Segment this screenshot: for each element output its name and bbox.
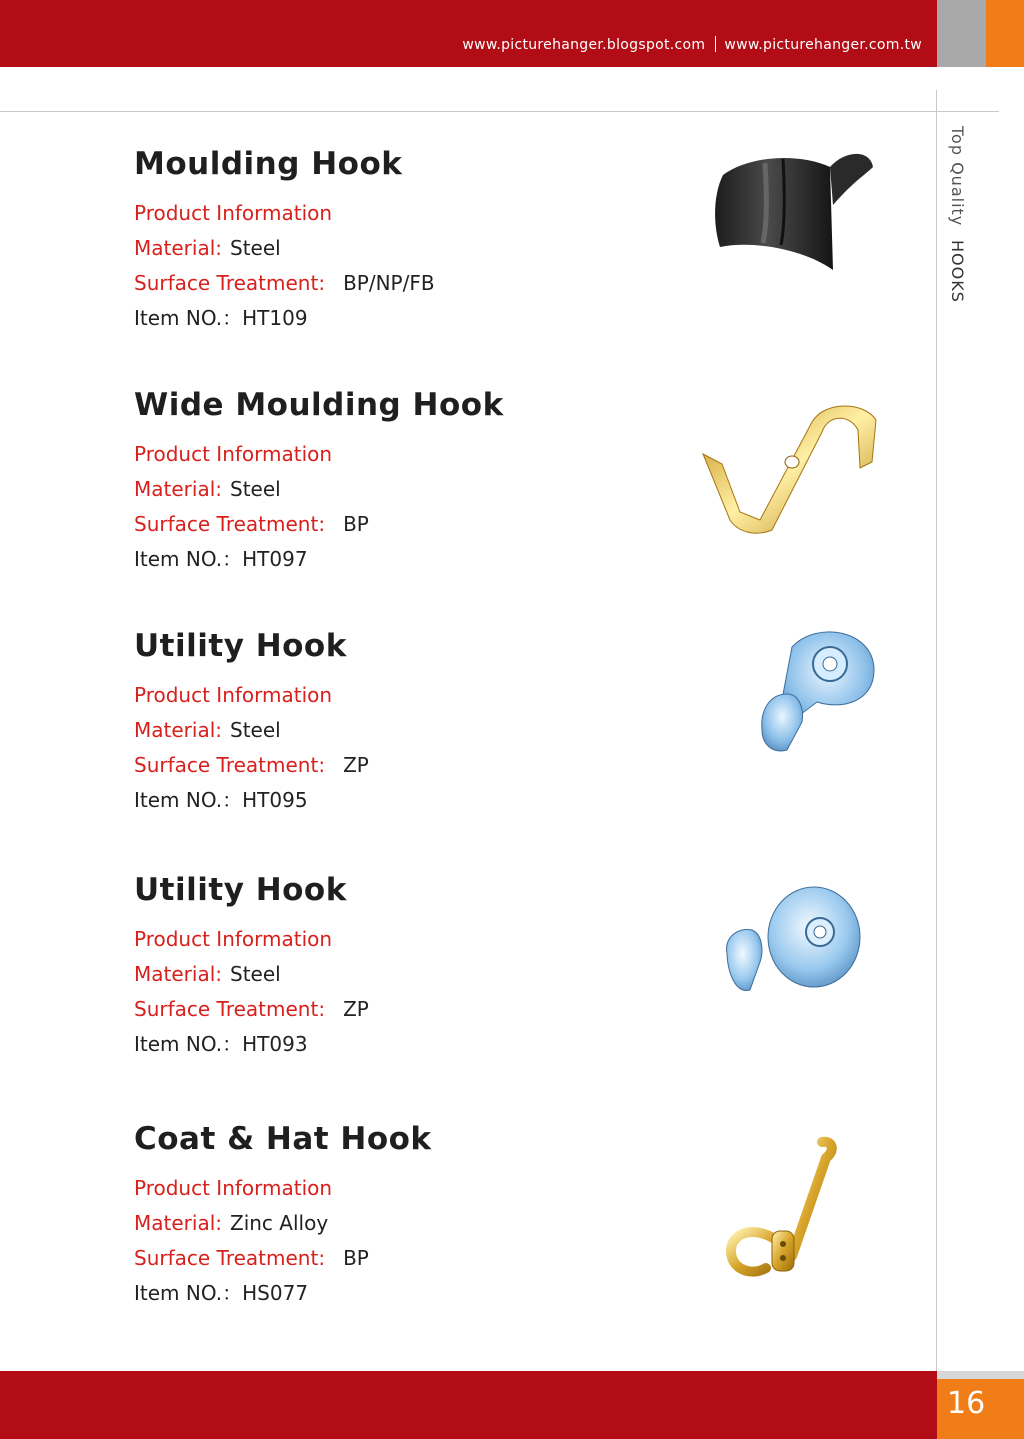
- website-link[interactable]: www.picturehanger.com.tw: [724, 37, 922, 53]
- product-info-label: Product Information: [134, 201, 333, 225]
- material-row: [134, 1206, 734, 1241]
- item-label: Item NO.：: [134, 547, 243, 571]
- item-value: HT097: [242, 547, 308, 571]
- header-gray-block: [937, 0, 986, 67]
- surface-label: Surface Treatment:: [134, 753, 326, 777]
- material-value: Steel: [230, 962, 281, 986]
- material-label: Material:: [134, 477, 222, 501]
- header-links: [462, 36, 922, 53]
- item-row: [134, 1027, 734, 1062]
- blog-link[interactable]: www.picturehanger.blogspot.com: [462, 37, 706, 53]
- product-wide-moulding-hook: [134, 387, 734, 577]
- material-row: [134, 713, 734, 748]
- surface-row: [134, 507, 734, 542]
- link-divider: [715, 36, 716, 52]
- coat-hat-hook-image: [722, 1136, 842, 1281]
- surface-row: [134, 1241, 734, 1276]
- surface-value: BP: [343, 1246, 369, 1270]
- sidebar-title-bold: HOOKS: [948, 240, 967, 304]
- wide-moulding-hook-image: [700, 392, 882, 537]
- material-row: [134, 957, 734, 992]
- material-label: Material:: [134, 962, 222, 986]
- product-title: Moulding Hook: [134, 146, 403, 182]
- sidebar-title-light: Top Quality: [948, 126, 967, 227]
- product-info-label: Product Information: [134, 683, 333, 707]
- product-title: Wide Moulding Hook: [134, 387, 504, 423]
- product-coat-hat-hook: [134, 1121, 734, 1311]
- material-label: Material:: [134, 718, 222, 742]
- material-value: Steel: [230, 477, 281, 501]
- surface-row: [134, 992, 734, 1027]
- surface-row: [134, 266, 734, 301]
- surface-label: Surface Treatment:: [134, 997, 326, 1021]
- surface-label: Surface Treatment:: [134, 1246, 326, 1270]
- item-row: [134, 542, 734, 577]
- material-value: Steel: [230, 718, 281, 742]
- item-row: [134, 783, 734, 818]
- product-title: Coat & Hat Hook: [134, 1121, 432, 1157]
- product-info-label: Product Information: [134, 442, 333, 466]
- utility-hook-ht095-image: [752, 622, 877, 757]
- material-value: Steel: [230, 236, 281, 260]
- footer-bar: [0, 1371, 937, 1439]
- surface-value: BP/NP/FB: [343, 271, 435, 295]
- material-value: Zinc Alloy: [230, 1211, 329, 1235]
- item-label: Item NO.：: [134, 788, 243, 812]
- item-value: HT095: [242, 788, 308, 812]
- product-utility-hook-ht093: [134, 872, 734, 1062]
- product-info-label: Product Information: [134, 927, 333, 951]
- surface-row: [134, 748, 734, 783]
- item-row: [134, 301, 734, 336]
- material-label: Material:: [134, 1211, 222, 1235]
- product-utility-hook-ht095: [134, 628, 734, 818]
- item-value: HT093: [242, 1032, 308, 1056]
- header-divider: [0, 111, 999, 112]
- product-moulding-hook: [134, 146, 734, 336]
- item-label: Item NO.：: [134, 306, 243, 330]
- material-label: Material:: [134, 236, 222, 260]
- surface-label: Surface Treatment:: [134, 271, 326, 295]
- surface-value: BP: [343, 512, 369, 536]
- surface-value: ZP: [343, 753, 369, 777]
- item-label: Item NO.：: [134, 1281, 243, 1305]
- item-row: [134, 1276, 734, 1311]
- moulding-hook-image: [705, 145, 885, 285]
- product-title: Utility Hook: [134, 628, 347, 664]
- item-value: HT109: [242, 306, 308, 330]
- header-orange-block: [986, 0, 1024, 67]
- material-row: [134, 231, 734, 266]
- product-info-label: Product Information: [134, 1176, 333, 1200]
- sidebar-divider: [936, 90, 937, 1372]
- surface-value: ZP: [343, 997, 369, 1021]
- item-label: Item NO.：: [134, 1032, 243, 1056]
- page-number: 16: [947, 1386, 986, 1421]
- product-title: Utility Hook: [134, 872, 347, 908]
- sidebar-title: [948, 126, 967, 303]
- header-bar: [0, 0, 937, 67]
- material-row: [134, 472, 734, 507]
- surface-label: Surface Treatment:: [134, 512, 326, 536]
- item-value: HS077: [242, 1281, 309, 1305]
- utility-hook-ht093-image: [722, 882, 864, 997]
